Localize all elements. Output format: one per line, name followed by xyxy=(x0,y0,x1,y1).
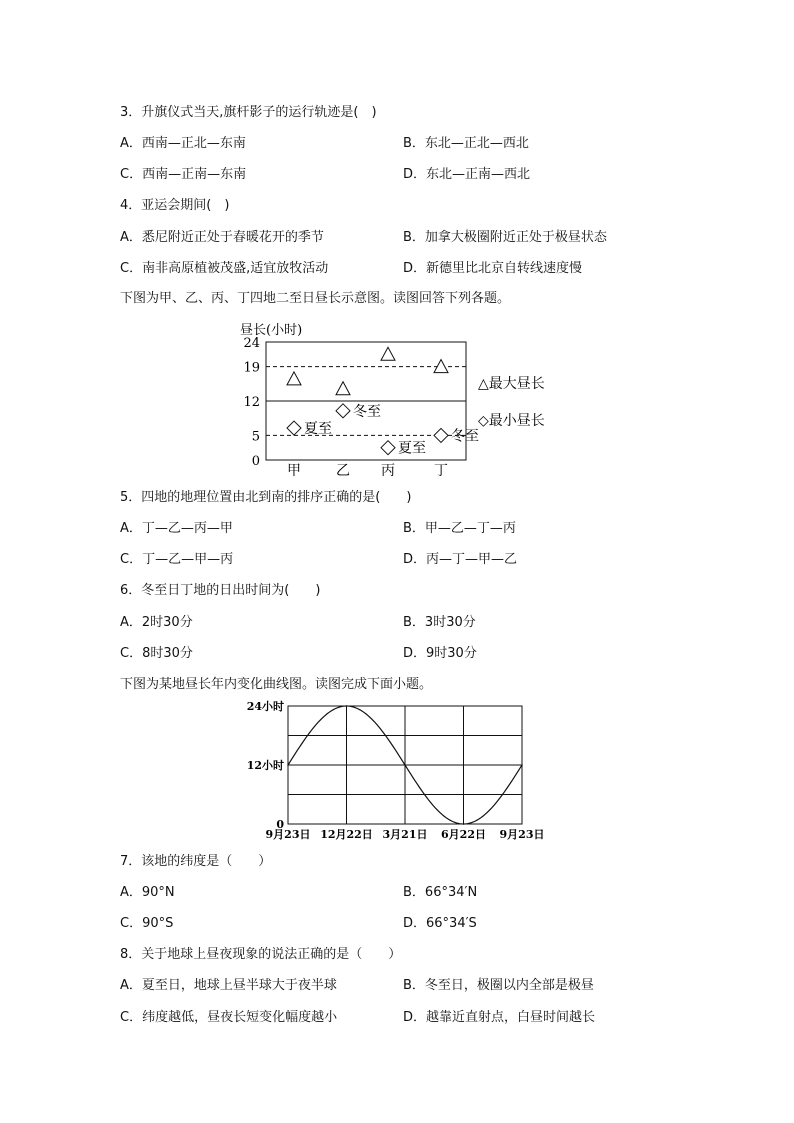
chart2-intro: 下图为某地昼长年内变化曲线图。读图完成下面小题。 xyxy=(120,677,433,692)
question-5-option-a[interactable]: A．丁—乙—丙—甲 xyxy=(120,521,233,536)
chart2-xtick-1: 12月22日 xyxy=(320,828,373,841)
chart1-max-marker-1 xyxy=(336,382,350,395)
chart1-point-label-1: 冬至 xyxy=(353,403,381,420)
question-8-stem: 8．关于地球上昼夜现象的说法正确的是（ ） xyxy=(120,947,402,962)
chart2-xtick-0: 9月23日 xyxy=(265,828,311,841)
question-8-option-a[interactable]: A．夏至日，地球上昼半球大于夜半球 xyxy=(120,978,337,993)
chart1-min-marker-0 xyxy=(287,421,301,435)
question-4-option-b[interactable]: B．加拿大极圈附近正处于极昼状态 xyxy=(403,230,607,245)
question-5-stem: 5．四地的地理位置由北到南的排序正确的是( ) xyxy=(120,490,412,505)
question-3-option-a[interactable]: A．西南—正北—东南 xyxy=(120,136,246,151)
chart1-svg xyxy=(236,320,566,480)
question-3-option-d[interactable]: D．东北—正南—西北 xyxy=(403,167,531,182)
chart1-legend-0: △最大昼长 xyxy=(478,376,545,392)
chart-day-length-curve xyxy=(232,700,562,850)
question-8-option-d[interactable]: D．越靠近直射点，白昼时间越长 xyxy=(403,1010,596,1025)
question-4-stem: 4．亚运会期间( ) xyxy=(120,198,230,213)
question-4-option-c[interactable]: C．南非高原植被茂盛,适宜放牧活动 xyxy=(120,261,329,276)
question-7-option-c[interactable]: C．90°S xyxy=(120,916,174,931)
question-7-stem: 7．该地的纬度是（ ） xyxy=(120,854,272,869)
question-3-stem: 3．升旗仪式当天,旗杆影子的运行轨迹是( ) xyxy=(120,105,377,120)
chart1-xtick-2: 丙 xyxy=(381,463,395,479)
chart1-xtick-1: 乙 xyxy=(336,463,350,479)
question-7-option-d[interactable]: D．66°34′S xyxy=(403,916,477,931)
chart1-ytick-3: 5 xyxy=(251,429,260,445)
question-8-option-b[interactable]: B．冬至日，极圈以内全部是极昼 xyxy=(403,978,594,993)
chart-day-length-four-places xyxy=(236,320,566,480)
question-7-option-a[interactable]: A．90°N xyxy=(120,885,175,900)
chart1-xtick-3: 丁 xyxy=(434,463,448,479)
chart1-max-marker-2 xyxy=(381,347,395,360)
question-3-option-b[interactable]: B．东北—正北—西北 xyxy=(403,136,529,151)
question-8-option-c[interactable]: C．纬度越低，昼夜长短变化幅度越小 xyxy=(120,1010,338,1025)
chart1-ytick-1: 19 xyxy=(243,360,260,376)
question-4-option-d[interactable]: D．新德里比北京自转线速度慢 xyxy=(403,261,583,276)
chart1-ytick-4: 0 xyxy=(251,454,260,469)
chart2-ytick-0: 24小时 xyxy=(246,700,284,713)
question-7-option-b[interactable]: B．66°34′N xyxy=(403,885,478,900)
chart1-intro: 下图为甲、乙、丙、丁四地二至日昼长示意图。读图回答下列各题。 xyxy=(120,291,511,306)
chart1-min-marker-1 xyxy=(336,404,350,418)
question-6-stem: 6．冬至日丁地的日出时间为( ) xyxy=(120,583,321,598)
chart2-svg xyxy=(232,700,562,850)
chart1-max-marker-0 xyxy=(287,372,301,385)
chart1-min-marker-2 xyxy=(381,441,395,455)
chart2-point-3 xyxy=(463,823,465,825)
chart1-min-marker-3 xyxy=(434,428,448,442)
chart1-point-label-2: 夏至 xyxy=(398,440,426,457)
chart1-legend-1: ◇最小昼长 xyxy=(478,413,545,429)
chart1-ytick-0: 24 xyxy=(243,336,260,351)
chart2-ytick-2: 0 xyxy=(276,818,284,831)
chart2-point-4 xyxy=(521,764,523,766)
chart2-xtick-2: 3月21日 xyxy=(382,828,428,841)
chart2-point-1 xyxy=(346,705,348,707)
chart2-ytick-1: 12小时 xyxy=(246,759,284,772)
chart2-xtick-4: 9月23日 xyxy=(499,828,545,841)
question-4-option-a[interactable]: A．悉尼附近正处于春暖花开的季节 xyxy=(120,230,324,245)
question-5-option-c[interactable]: C．丁—乙—甲—丙 xyxy=(120,552,234,567)
question-6-option-c[interactable]: C．8时30分 xyxy=(120,646,193,661)
question-3-option-c[interactable]: C．西南—正南—东南 xyxy=(120,167,247,182)
question-5-option-d[interactable]: D．丙—丁—甲—乙 xyxy=(403,552,518,567)
question-6-option-b[interactable]: B．3时30分 xyxy=(403,615,476,630)
chart2-xtick-3: 6月22日 xyxy=(441,828,486,841)
chart2-point-2 xyxy=(404,764,406,766)
chart1-ytick-2: 12 xyxy=(243,395,260,410)
chart2-point-0 xyxy=(287,764,289,766)
chart1-point-label-3: 冬至 xyxy=(451,428,479,445)
chart1-xtick-0: 甲 xyxy=(287,463,301,479)
chart1-point-label-0: 夏至 xyxy=(304,421,332,438)
question-6-option-a[interactable]: A．2时30分 xyxy=(120,615,193,630)
question-5-option-b[interactable]: B．甲—乙—丁—丙 xyxy=(403,521,516,536)
chart1-ylabel: 昼长(小时) xyxy=(240,323,303,338)
question-6-option-d[interactable]: D．9时30分 xyxy=(403,646,477,661)
